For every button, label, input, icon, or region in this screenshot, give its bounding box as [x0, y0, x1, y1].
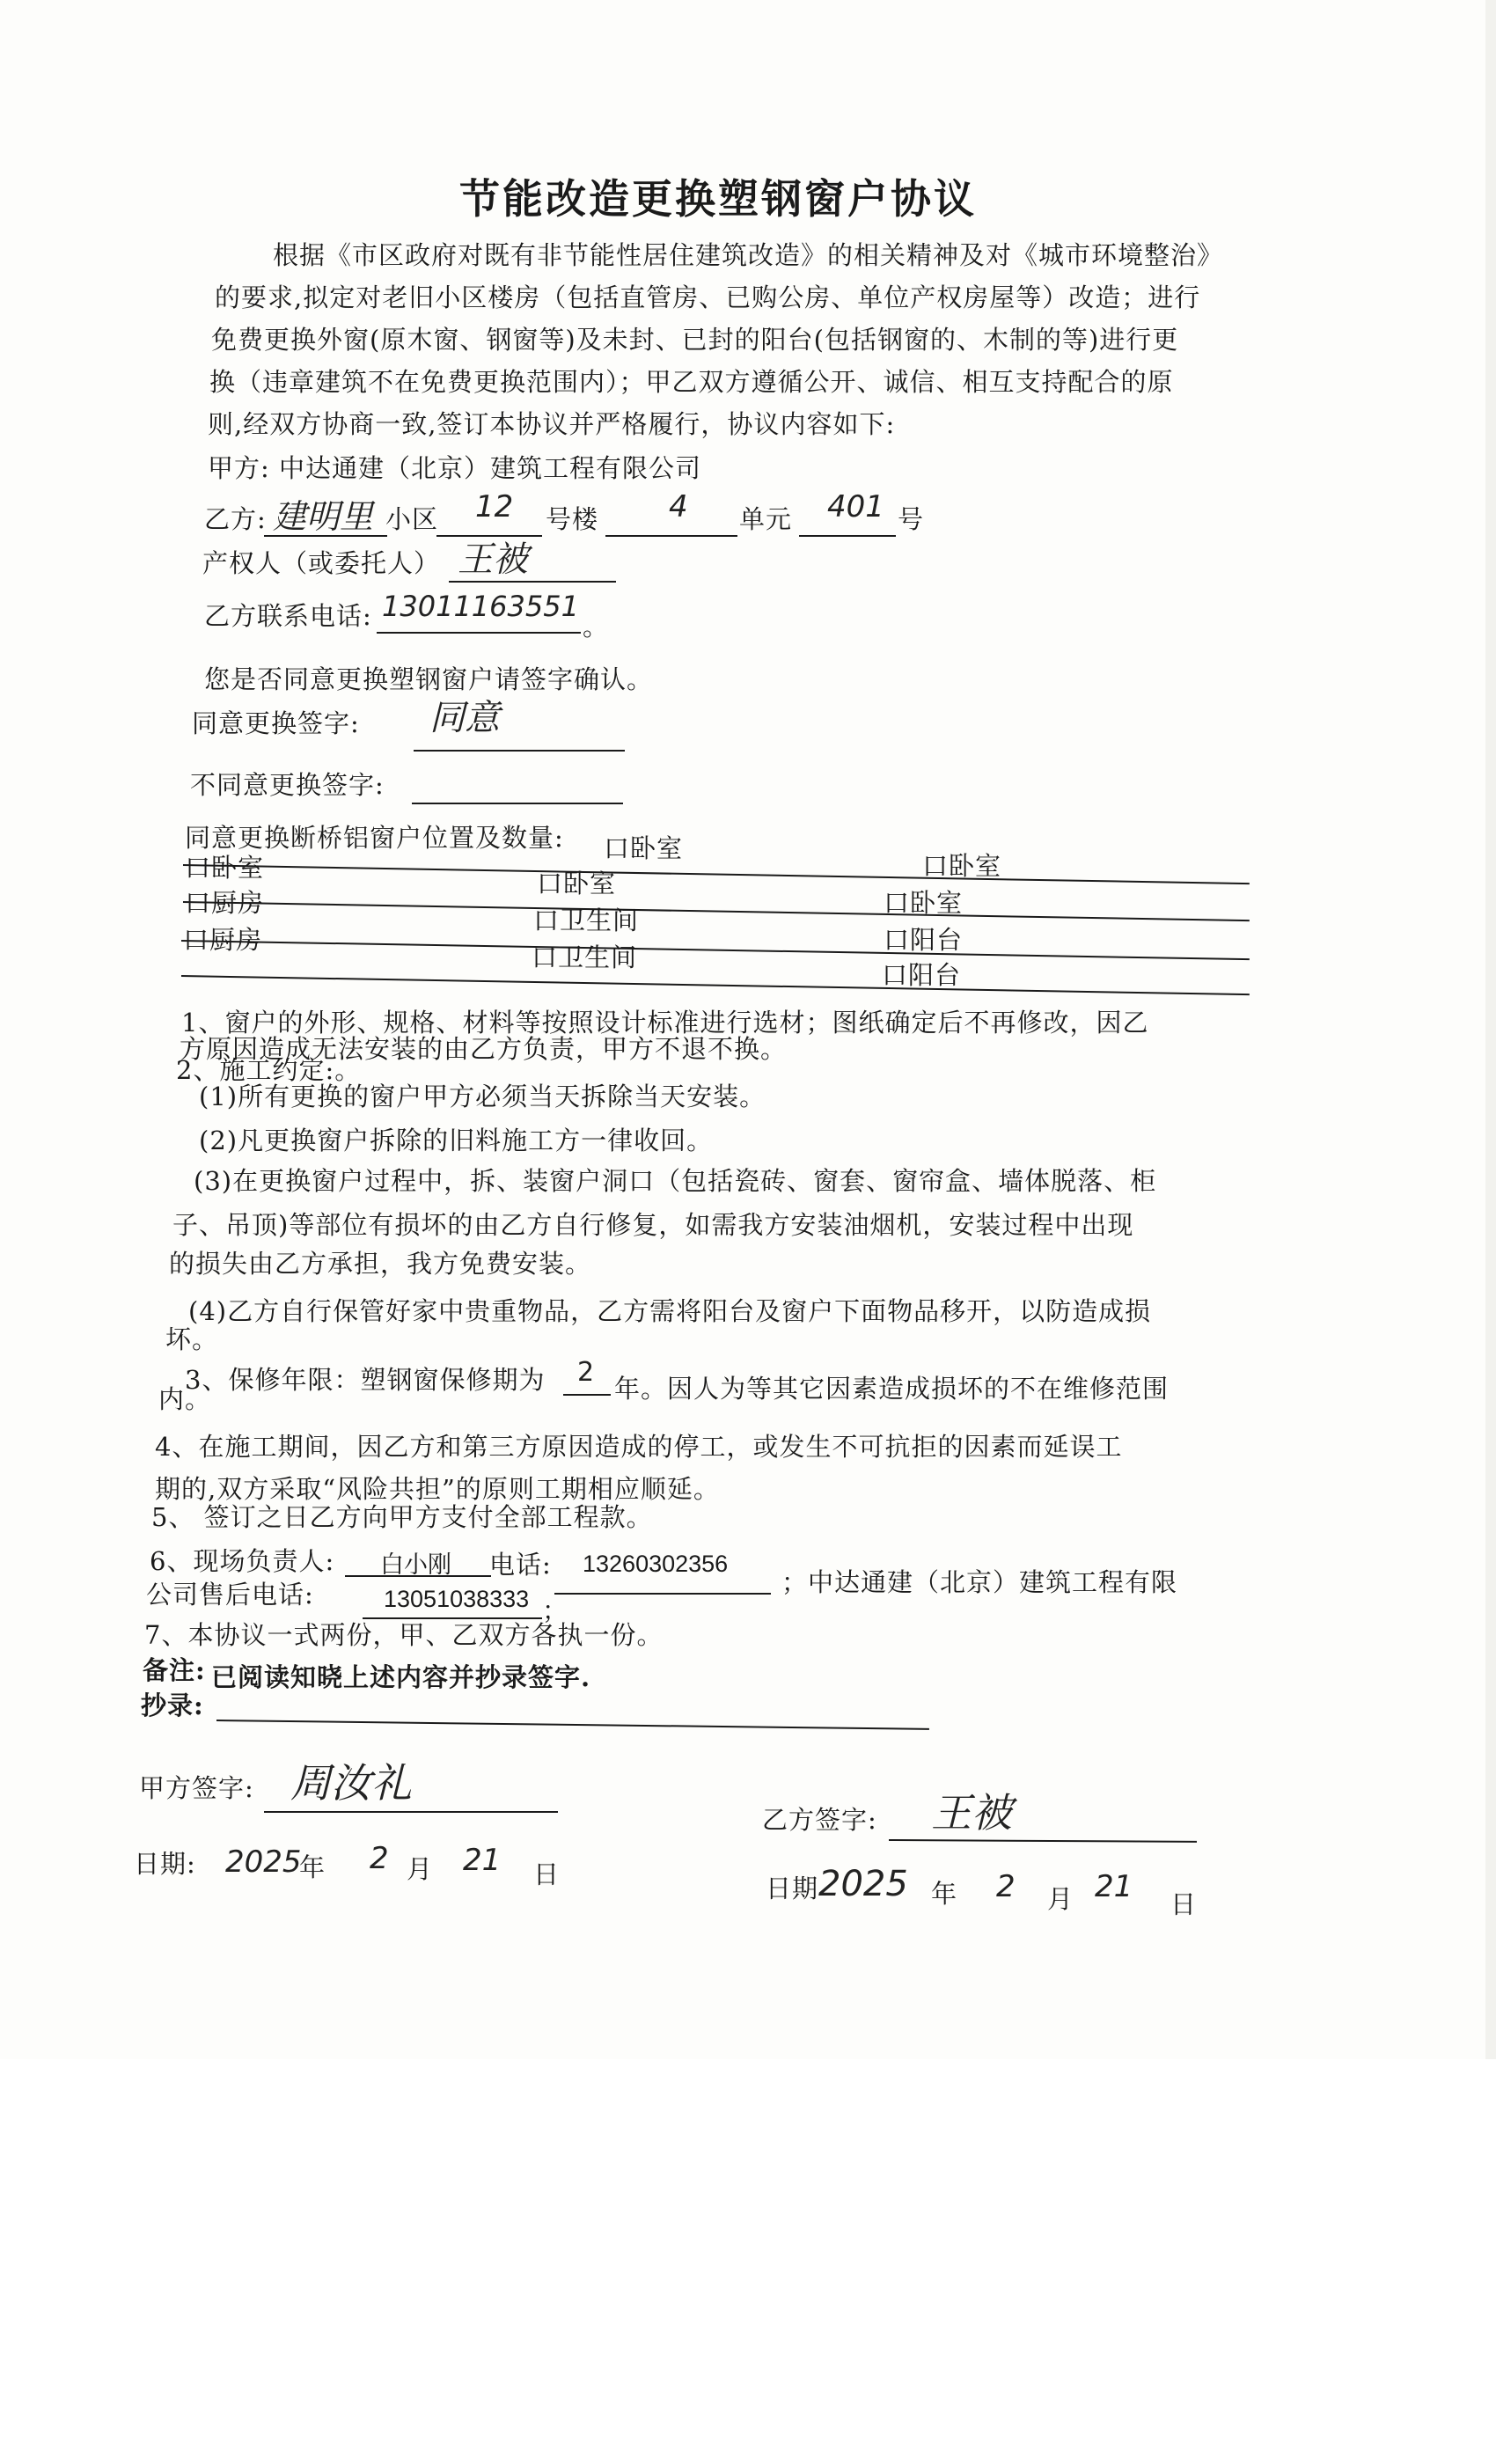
party-b-date-month: 2	[996, 1869, 1016, 1904]
party-a-date-day: 21	[463, 1843, 502, 1878]
term-6-company: ；中达通建（北京）建筑工程有限	[781, 1567, 1178, 1597]
confirm-question: 您是否同意更换塑钢窗户请签字确认。	[204, 664, 654, 694]
phone-label: 乙方联系电话:	[204, 601, 372, 631]
term-2-3a: (3)在更换窗户过程中，拆、装窗户洞口（包括瓷砖、窗套、窗帘盒、墙体脱落、柜	[194, 1166, 1157, 1196]
document-title: 节能改造更换塑钢窗户协议	[459, 175, 977, 223]
owner-signature: 王被	[458, 539, 528, 580]
position-r4-c3: 口阳台	[882, 960, 962, 990]
phone-value: 13011163551	[382, 590, 579, 623]
party-b-signature: 王被	[931, 1789, 1012, 1837]
party-a-sign-line	[264, 1811, 558, 1813]
term-6-phone-label: 电话:	[489, 1550, 552, 1580]
term-1a: 1、窗户的外形、规格、材料等按照设计标准进行选材；图纸确定后不再修改，因乙	[181, 1008, 1149, 1038]
party-a-year-char: 年	[299, 1852, 326, 1882]
aftersale-phone: 13051038333	[384, 1586, 530, 1612]
party-a-date-label: 日期:	[134, 1849, 196, 1879]
page-edge	[1485, 0, 1496, 2059]
term-5: 5、 签订之日乙方向甲方支付全部工程款。	[151, 1502, 653, 1532]
party-a-sign-label: 甲方签字:	[139, 1773, 254, 1803]
owner-label: 产权人（或委托人）	[202, 548, 441, 578]
intro-line-3: 免费更换外窗(原木窗、钢窗等)及未封、已封的阳台(包括钢窗的、木制的等)进行更	[211, 325, 1179, 355]
community-suffix: 小区	[385, 504, 439, 534]
building-suffix: 号楼	[546, 504, 599, 534]
party-a-date-year: 2025	[225, 1844, 302, 1880]
position-r3-c3: 口阳台	[884, 925, 964, 955]
note-text: 已阅读知晓上述内容并抄录签字.	[211, 1662, 591, 1692]
party-b-month-char: 月	[1047, 1884, 1074, 1914]
term-2: 2、施工约定:。	[176, 1055, 362, 1085]
term-6-label: 6、现场负责人:	[150, 1546, 335, 1576]
party-a-month-char: 月	[407, 1854, 434, 1884]
term-6-aftersale-label: 公司售后电话:	[146, 1580, 314, 1610]
agree-signature: 同意	[429, 698, 500, 738]
agree-underline	[414, 750, 625, 752]
unit-value: 4	[669, 489, 688, 524]
term-3b: 内。	[158, 1384, 212, 1414]
disagree-underline	[412, 803, 623, 804]
term-2-3b: 子、吊顶)等部位有损坏的由乙方自行修复，如需我方安装油烟机，安装过程中出现	[172, 1210, 1134, 1240]
term-1b: 方原因造成无法安装的由乙方负责，甲方不退不换。	[180, 1034, 788, 1064]
position-r1-c2: 口卧室	[537, 869, 617, 898]
intro-line-4: 换（违章建筑不在免费更换范围内）；甲乙双方遵循公开、诚信、相互支持配合的原	[209, 367, 1174, 397]
party-b-year-char: 年	[931, 1879, 958, 1909]
term-2-4a: (4)乙方自行保管好家中贵重物品，乙方需将阳台及窗户下面物品移开，以防造成损	[188, 1296, 1152, 1326]
agree-label: 同意更换签字:	[192, 708, 360, 738]
room-underline	[799, 535, 896, 537]
intro-line-2: 的要求,拟定对老旧小区楼房（包括直管房、已购公房、单位产权房屋等）改造；进行	[215, 282, 1201, 312]
party-b-label: 乙方:	[204, 504, 267, 534]
community-underline	[264, 535, 387, 537]
site-manager-phone-underline	[554, 1593, 771, 1595]
party-a: 甲方: 中达通建（北京）建筑工程有限公司	[208, 453, 701, 483]
party-b-date-year: 2025	[818, 1864, 908, 1904]
position-first: 口卧室	[604, 833, 684, 863]
position-r3-c1: 口厨房	[183, 925, 263, 955]
term-2-1: (1)所有更换的窗户甲方必须当天拆除当天安装。	[199, 1082, 766, 1111]
disagree-label: 不同意更换签字:	[190, 770, 385, 800]
party-a-day-char: 日	[533, 1859, 561, 1889]
position-r2-c1: 口厨房	[185, 888, 265, 918]
phone-end: 。	[583, 612, 610, 642]
copy-label: 抄录:	[141, 1690, 204, 1720]
party-b-sign-label: 乙方签字:	[762, 1805, 877, 1835]
phone-underline	[377, 632, 581, 634]
warranty-years: 2	[577, 1357, 595, 1388]
term-3-pre: 3、保修年限：塑钢窗保修期为	[185, 1365, 546, 1395]
note-label: 备注:	[143, 1655, 206, 1685]
position-r1-c3: 口卧室	[922, 851, 1002, 881]
term-2-3c: 的损失由乙方承担，我方免费安装。	[169, 1249, 592, 1279]
party-b-day-char: 日	[1170, 1889, 1198, 1919]
term-7: 7、本协议一式两份，甲、乙双方各执一份。	[144, 1620, 664, 1650]
party-a-signature: 周汝礼	[290, 1759, 412, 1807]
position-r3-c2: 口卫生间	[532, 942, 638, 972]
position-r2-c2: 口卫生间	[533, 906, 640, 935]
site-manager-underline	[345, 1575, 491, 1577]
warranty-underline	[563, 1394, 611, 1396]
owner-underline	[449, 581, 616, 583]
community-value: 建明里	[273, 497, 374, 536]
intro-line-5: 则,经双方协商一致,签订本协议并严格履行，协议内容如下:	[208, 409, 896, 439]
term-6-end: ；	[542, 1595, 569, 1625]
room-value: 401	[827, 489, 884, 524]
party-b-date-label: 日期	[766, 1874, 819, 1903]
intro-line-1: 根据《市区政府对既有非节能性居住建筑改造》的相关精神及对《城市环境整治》	[273, 240, 1224, 270]
position-r1-c1: 口卧室	[185, 853, 265, 883]
term-2-2: (2)凡更换窗户拆除的旧料施工方一律收回。	[199, 1126, 714, 1155]
term-4b: 期的,双方采取“风险共担”的原则工期相应顺延。	[155, 1474, 720, 1504]
positions-label: 同意更换断桥铝窗户位置及数量:	[185, 823, 564, 853]
unit-suffix: 单元	[739, 504, 793, 534]
term-3-post: 年。因人为等其它因素造成损坏的不在维修范围	[614, 1374, 1170, 1404]
party-b-date-day: 21	[1095, 1869, 1133, 1904]
position-r2-c3: 口卧室	[884, 888, 964, 918]
party-a-date-month: 2	[370, 1841, 389, 1876]
unit-underline	[605, 535, 737, 537]
building-value: 12	[475, 489, 514, 524]
room-suffix: 号	[898, 504, 925, 534]
site-manager-name: 白小刚	[380, 1551, 451, 1578]
term-4a: 4、在施工期间，因乙方和第三方原因造成的停工，或发生不可抗拒的因素而延误工	[155, 1432, 1123, 1462]
term-2-4b: 坏。	[165, 1324, 219, 1354]
site-manager-phone: 13260302356	[583, 1551, 729, 1577]
